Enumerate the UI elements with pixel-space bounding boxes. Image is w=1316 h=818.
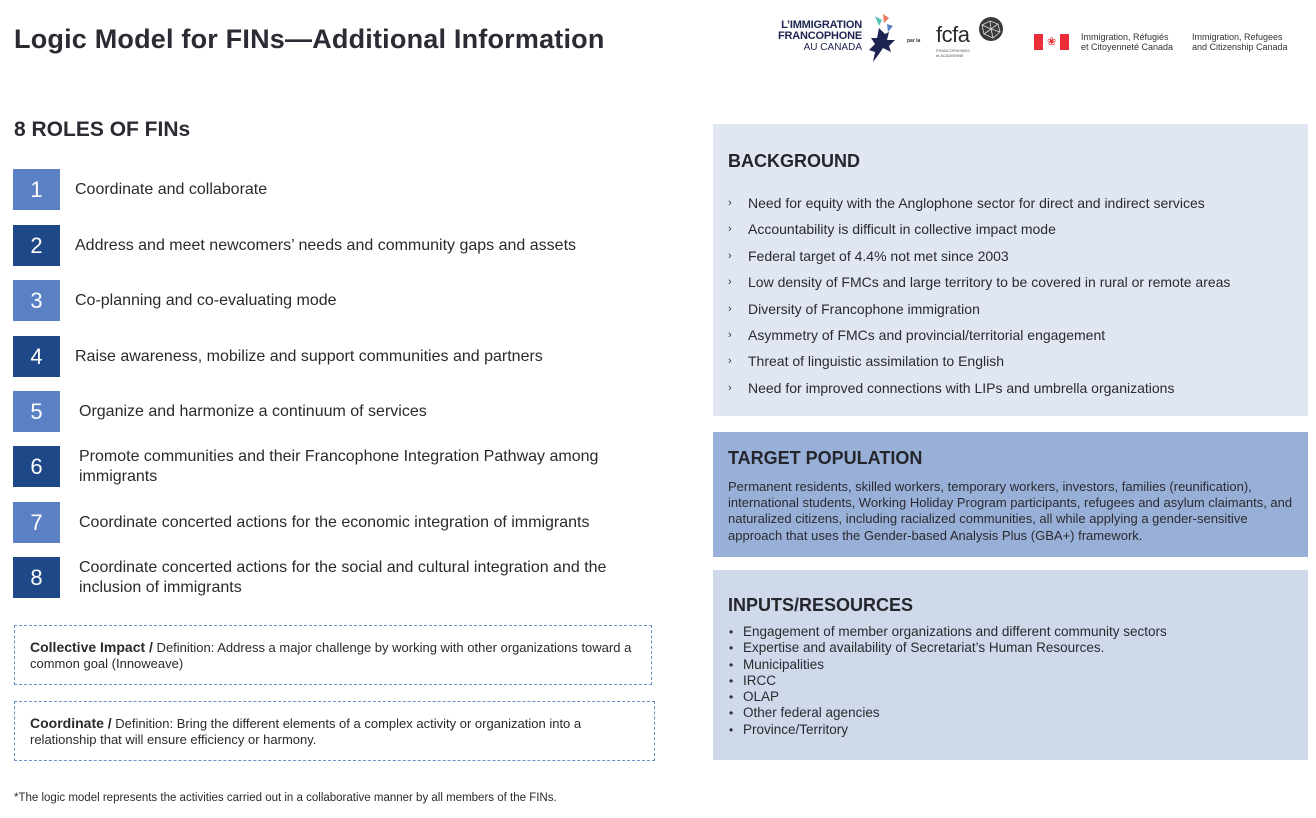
definition-text: Definition: Bring the different elements of a complex activity or organization into a relationship that will ensure efficiency or harmony. (30, 716, 582, 747)
role-number-badge: 2 (13, 225, 60, 266)
list-item-text: IRCC (743, 672, 776, 688)
fcfa-sub-1: FRANCOPHONES (936, 48, 970, 53)
partner-logos (770, 14, 1310, 66)
list-item (728, 375, 1230, 401)
list-item-text: Diversity of Francophone immigration (748, 300, 980, 317)
list-item (728, 348, 1230, 374)
role-number-badge: 5 (13, 391, 60, 432)
role-number-badge: 3 (13, 280, 60, 321)
list-item (728, 190, 1230, 216)
list-item (729, 705, 1167, 721)
role-text: Coordinate and collaborate (75, 180, 268, 198)
bullet-icon: • (729, 706, 734, 721)
role-item (13, 225, 653, 266)
list-item-text: Expertise and availability of Secretariat’s Human Resources. (743, 640, 1105, 656)
list-item (729, 689, 1167, 705)
chevron-right-icon: › (728, 223, 732, 236)
list-item (728, 269, 1230, 295)
ircc-fr-line-2: et Citoyenneté Canada (1081, 42, 1174, 52)
role-number-badge: 1 (13, 169, 60, 210)
list-item (729, 640, 1167, 656)
globe-network-icon (978, 16, 1004, 42)
role-text: Promote communities and their Francophone Integration Pathway among immigrants (79, 447, 599, 485)
list-item (728, 243, 1230, 269)
par-la-label: par la (907, 38, 921, 44)
list-item-text: Need for improved connections with LIPs and umbrella organizations (748, 379, 1175, 396)
inputs-list (729, 624, 1167, 738)
role-item (13, 336, 653, 377)
list-item-text: Threat of linguistic assimilation to English (748, 353, 1005, 370)
bullet-icon: • (729, 690, 734, 705)
ircc-english-name (1192, 32, 1288, 52)
target-population-panel (713, 432, 1308, 557)
role-number-badge: 7 (13, 502, 60, 543)
ircc-french-name (1081, 32, 1173, 52)
role-number-badge: 6 (13, 446, 60, 487)
list-item-text: Engagement of member organizations and different community sectors (743, 624, 1167, 639)
page-title: Logic Model for FINs—Additional Information (14, 24, 605, 54)
chevron-right-icon: › (728, 381, 732, 394)
fcfa-wordmark: fcfa (936, 22, 970, 47)
list-item (729, 721, 1167, 738)
fcfa-logo (936, 16, 1006, 64)
maple-leaf-bird-icon (865, 14, 905, 64)
footnote: *The logic model represents the activities carried out in a collaborative manner by all members of the FINs. (14, 792, 557, 804)
chevron-right-icon: › (728, 249, 732, 262)
role-item (13, 502, 653, 543)
ircc-fr-line-1: Immigration, Réfugiés (1081, 32, 1169, 42)
role-text: Co-planning and co-evaluating mode (75, 291, 337, 309)
list-item (728, 216, 1230, 242)
bullet-icon: • (729, 657, 734, 672)
ircc-en-line-2: and Citizenship Canada (1192, 42, 1288, 52)
background-heading: BACKGROUND (728, 151, 860, 171)
role-text: Address and meet newcomers’ needs and community gaps and assets (75, 236, 577, 254)
chevron-right-icon: › (728, 329, 732, 342)
bullet-icon: • (729, 673, 734, 688)
role-number-badge: 8 (13, 557, 60, 598)
list-item-text: Asymmetry of FMCs and provincial/territorial engagement (748, 327, 1106, 344)
chevron-right-icon: › (728, 197, 732, 209)
role-text: Coordinate concerted actions for the social and cultural integration and the inclusion of immigrants (79, 558, 607, 596)
role-number-badge: 4 (13, 336, 60, 377)
background-panel (713, 124, 1308, 416)
inputs-resources-panel (713, 570, 1308, 760)
list-item (729, 624, 1167, 640)
bullet-icon: • (729, 722, 734, 737)
logo-line-3: AU CANADA (803, 42, 862, 53)
role-item (13, 169, 653, 210)
list-item-text: Accountability is difficult in collective impact mode (748, 221, 1056, 238)
role-text: Organize and harmonize a continuum of services (79, 402, 427, 420)
list-item-text: Other federal agencies (743, 705, 880, 721)
definition-term: Coordinate / (30, 715, 112, 731)
target-population-heading: TARGET POPULATION (728, 448, 923, 468)
list-item (728, 296, 1230, 322)
fcfa-subtitle (936, 48, 970, 58)
role-text: Raise awareness, mobilize and support communities and partners (75, 347, 543, 365)
role-item (13, 446, 653, 487)
role-item (13, 391, 653, 432)
list-item-text: OLAP (743, 689, 780, 705)
list-item (729, 656, 1167, 673)
fcfa-sub-2: et ACADIENNE (936, 53, 964, 58)
inputs-resources-heading: INPUTS/RESOURCES (728, 595, 914, 615)
list-item-text: Low density of FMCs and large territory to be covered in rural or remote areas (748, 274, 1231, 291)
logo-line-1: L’IMMIGRATION (781, 19, 862, 31)
role-item (13, 280, 653, 321)
roles-heading: 8 ROLES OF FINs (14, 118, 191, 141)
list-item-text: Province/Territory (743, 721, 849, 737)
definition-collective-impact (14, 625, 652, 685)
chevron-right-icon: › (728, 276, 732, 289)
list-item-text: Need for equity with the Anglophone sector for direct and indirect services (748, 195, 1205, 211)
ircc-en-line-1: Immigration, Refugees (1192, 32, 1283, 42)
chevron-right-icon: › (728, 302, 732, 315)
logo-line-2: FRANCOPHONE (778, 30, 862, 42)
definition-term: Collective Impact / (30, 639, 153, 655)
definition-text: Definition: Address a major challenge by working with other organizations toward a common goal (Innoweave) (30, 640, 632, 671)
list-item (728, 322, 1230, 348)
list-item (729, 672, 1167, 689)
list-item-text: Municipalities (743, 656, 825, 672)
role-text: Coordinate concerted actions for the economic integration of immigrants (79, 513, 590, 531)
immigration-francophone-logo-text (770, 20, 862, 53)
definition-coordinate (14, 701, 655, 761)
background-list (728, 190, 1230, 401)
list-item-text: Federal target of 4.4% not met since 2003 (748, 247, 1009, 264)
bullet-icon: • (729, 625, 734, 639)
role-item (13, 557, 653, 598)
target-population-text: Permanent residents, skilled workers, temporary workers, investors, families (reunification), international students, Working Holiday Program participants, refugees and asylum claimants, and naturalized citizens, including racialized communities, all while applying a gender-sensitive approach that uses the Gender-based Analysis Plus (GBA+) framework. (728, 479, 1293, 543)
bullet-icon: • (729, 641, 734, 656)
canada-flag-icon: ❀ (1034, 34, 1069, 50)
chevron-right-icon: › (728, 355, 732, 368)
